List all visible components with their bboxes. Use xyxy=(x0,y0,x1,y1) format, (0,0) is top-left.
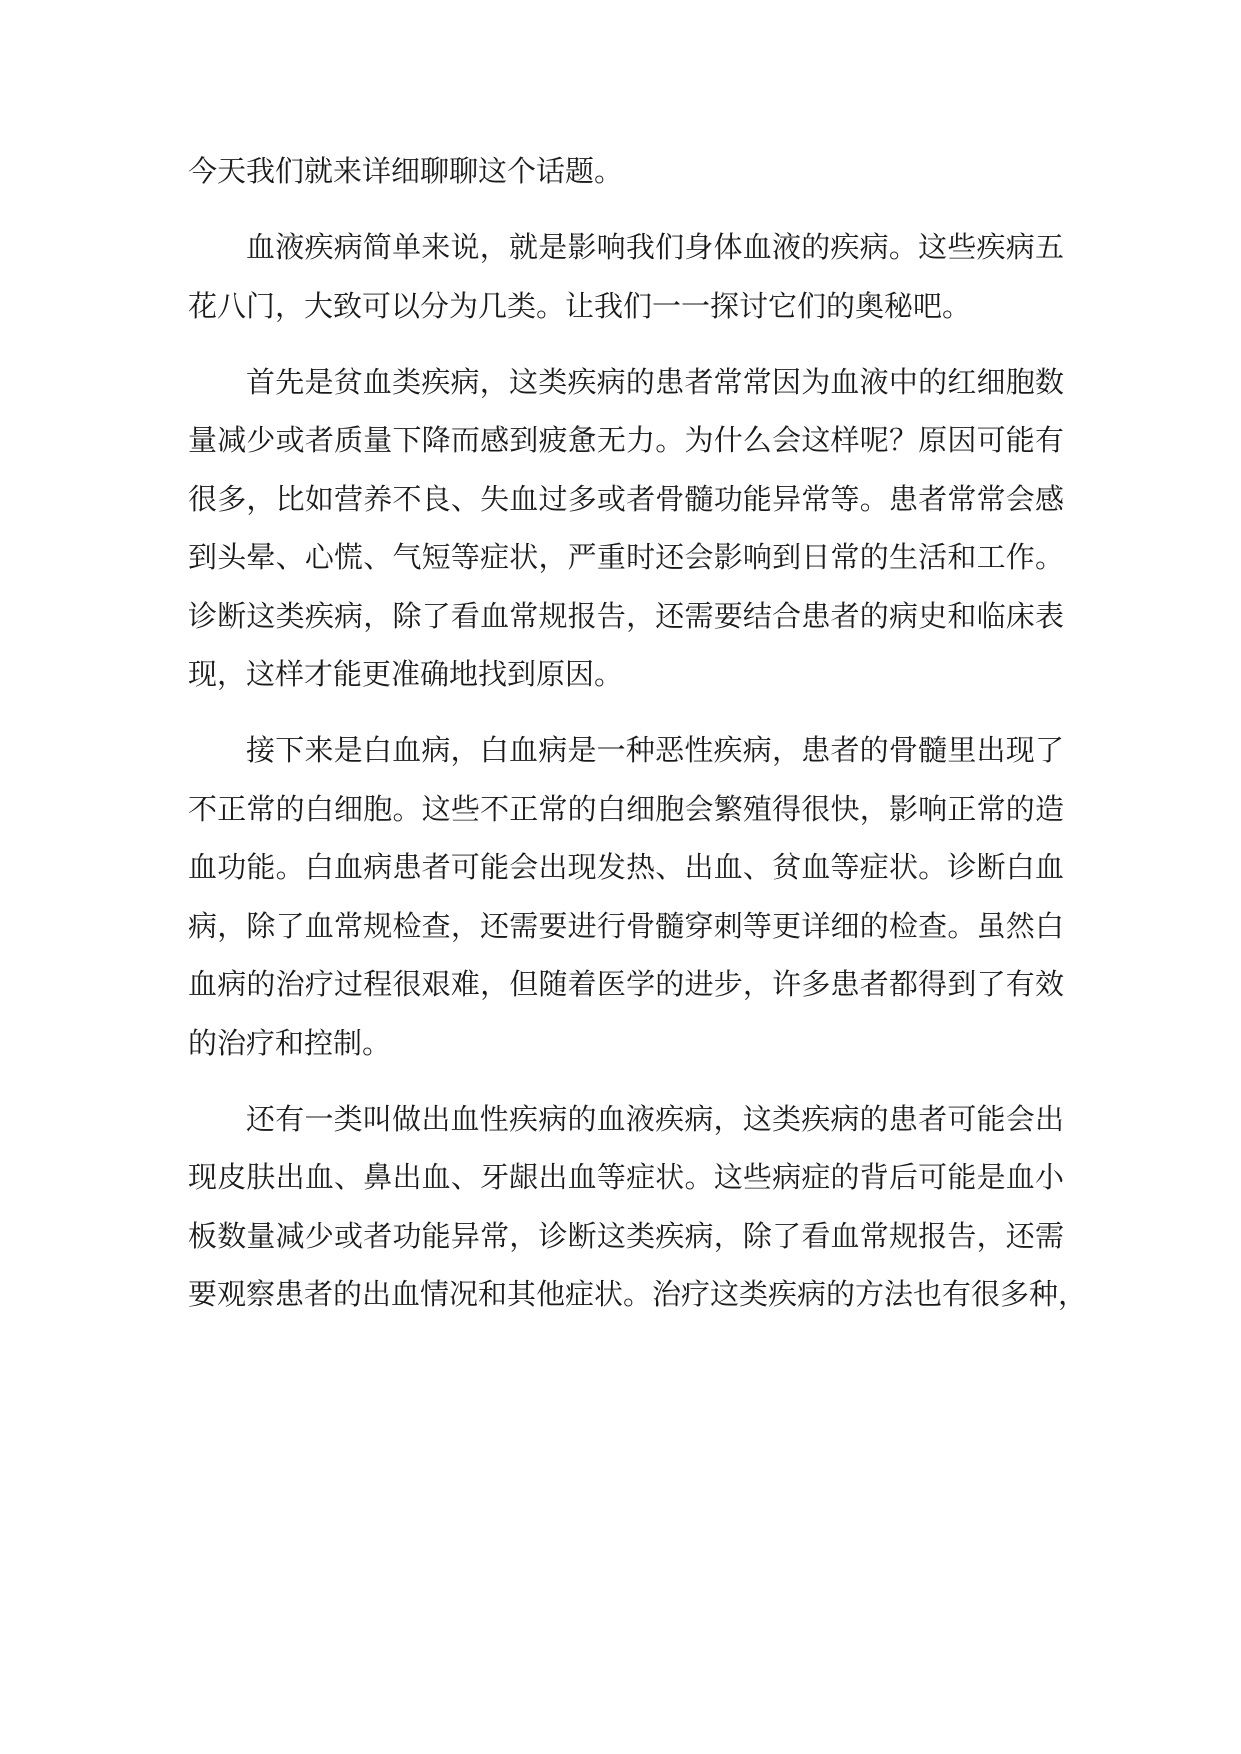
text-line: 病，除了血常规检查，还需要进行骨髓穿刺等更详细的检查。虽然白 xyxy=(188,908,1064,943)
paragraph xyxy=(188,353,1064,704)
text-line: 很多，比如营养不良、失血过多或者骨髓功能异常等。患者常常会感 xyxy=(188,481,1064,516)
text-line: 不正常的白细胞。这些不正常的白细胞会繁殖得很快，影响正常的造 xyxy=(188,791,1064,826)
text-line: 花八门，大致可以分为几类。让我们一一探讨它们的奥秘吧。 xyxy=(188,288,972,323)
text-line: 血液疾病简单来说，就是影响我们身体血液的疾病。这些疾病五 xyxy=(246,230,1064,264)
text-line: 接下来是白血病，白血病是一种恶性疾病，患者的骨髓里出现了 xyxy=(246,733,1064,767)
document-body xyxy=(188,142,1088,1324)
paragraph xyxy=(188,1090,1088,1324)
paragraph xyxy=(188,218,1064,335)
text-line: 现皮肤出血、鼻出血、牙龈出血等症状。这些病症的背后可能是血小 xyxy=(188,1160,1064,1194)
text-line: 量减少或者质量下降而感到疲惫无力。为什么会这样呢？原因可能有 xyxy=(188,423,1064,457)
text-line: 现，这样才能更准确地找到原因。 xyxy=(188,657,624,691)
text-line: 板数量减少或者功能异常，诊断这类疾病，除了看血常规报告，还需 xyxy=(188,1218,1064,1253)
text-line: 首先是贫血类疾病，这类疾病的患者常常因为血液中的红细胞数 xyxy=(246,364,1064,399)
text-line: 血病的治疗过程很艰难，但随着医学的进步，许多患者都得到了有效 xyxy=(188,967,1064,1001)
text-line: 还有一类叫做出血性疾病的血液疾病，这类疾病的患者可能会出 xyxy=(246,1101,1064,1136)
text-line: 到头晕、心慌、气短等症状，严重时还会影响到日常的生活和工作。 xyxy=(188,540,1064,574)
text-line: 要观察患者的出血情况和其他症状。治疗这类疾病的方法也有很多种， xyxy=(188,1277,1088,1311)
text-line: 诊断这类疾病，除了看血常规报告，还需要结合患者的病史和临床表 xyxy=(188,598,1064,633)
text-line: 的治疗和控制。 xyxy=(188,1025,392,1060)
text-line: 今天我们就来详细聊聊这个话题。 xyxy=(188,154,624,188)
paragraph xyxy=(188,142,1064,201)
text-line: 血功能。白血病患者可能会出现发热、出血、贫血等症状。诊断白血 xyxy=(188,850,1064,884)
paragraph xyxy=(188,721,1064,1072)
